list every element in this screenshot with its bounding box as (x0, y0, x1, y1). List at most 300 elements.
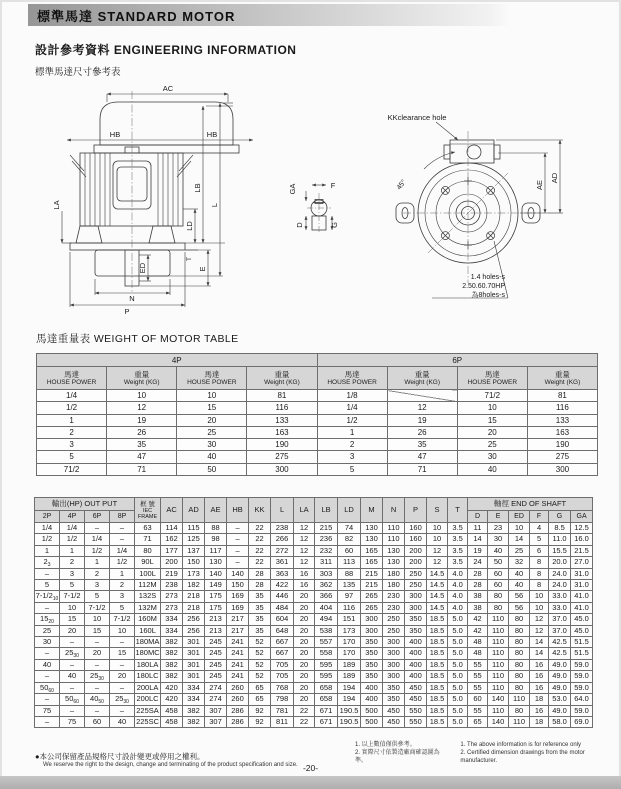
table-cell: 71/2 (37, 463, 107, 475)
table-cell: – (110, 534, 135, 545)
table-cell: – (35, 648, 60, 659)
table-cell: 5.0 (448, 716, 468, 727)
table-cell: $7-1/2_{10}$ (35, 591, 59, 603)
table-cell: 14.5 (427, 591, 448, 602)
table-cell: 149 (205, 580, 227, 591)
col-header-zh: 馬達 (204, 369, 220, 379)
table-cell: 1/4 (110, 545, 135, 556)
table-cell: 241 (227, 637, 249, 648)
table-row (35, 614, 593, 625)
table-cell: 45.0 (571, 614, 593, 625)
table-cell: $40_{50}$ (85, 694, 110, 705)
table-cell: 768 (271, 682, 294, 693)
table-cell: 458 (161, 705, 183, 716)
table-cell: 307 (205, 705, 227, 716)
table-cell: 20 (85, 648, 110, 659)
table-cell: 14 (509, 534, 530, 545)
table-cell: – (85, 682, 110, 693)
table-cell: 60 (338, 545, 361, 556)
table-cell: 59.0 (571, 682, 593, 693)
table-cell: 190 (527, 439, 597, 451)
table-cell: 97 (338, 591, 361, 602)
dim-label-ga: GA (288, 183, 297, 195)
table-cell: 80 (488, 591, 509, 602)
output-group-header: 輸出(HP) OUT PUT (35, 498, 135, 511)
col-header-zh: 重量 (274, 369, 290, 379)
table-cell: – (110, 682, 135, 693)
table-cell: – (35, 602, 60, 613)
table-cell: 422 (271, 580, 294, 591)
table-cell: 82 (338, 534, 361, 545)
table-cell: 37.0 (549, 625, 571, 636)
table-cell: 10 (509, 523, 530, 534)
col-header-en: Weight (KG) (404, 378, 440, 386)
table-cell: 550 (405, 716, 427, 727)
col-header-zh: 重量 (554, 369, 570, 379)
col-header-hb: HB (227, 498, 249, 523)
table-row (35, 602, 593, 613)
table-cell: 334 (161, 625, 183, 636)
table-cell: 300 (405, 591, 427, 602)
table-cell: 658 (315, 694, 338, 705)
table-cell: 20 (294, 637, 315, 648)
table-cell: 75 (35, 705, 60, 716)
table-cell: 90L (135, 557, 161, 568)
table-cell: 1/2 (110, 557, 135, 568)
table-cell: 230 (383, 591, 405, 602)
motor-drawing-svg (0, 83, 621, 320)
note2-en: 2. Certified dimension drawings from the motor manufacturer. (460, 750, 585, 764)
table-cell: 7-1/2 (60, 591, 85, 602)
table-cell: 182 (183, 580, 205, 591)
table-cell: 303 (315, 568, 338, 579)
table-cell: 92 (249, 705, 271, 716)
table-cell: 49.0 (549, 671, 571, 682)
table-cell: 12 (427, 557, 448, 568)
table-cell: 3.5 (448, 545, 468, 556)
col-header (527, 367, 597, 390)
table-row (37, 402, 598, 414)
table-cell: 35 (249, 625, 271, 636)
table-cell: $2_3$ (35, 557, 60, 568)
table-cell: 20 (110, 671, 135, 682)
table-row (35, 591, 593, 602)
table-cell: 60 (85, 716, 110, 727)
table-row (35, 694, 593, 705)
table-cell: 366 (315, 591, 338, 602)
table-cell: 311 (315, 557, 338, 568)
table-cell: 272 (271, 545, 294, 556)
table-row (35, 705, 593, 716)
holes-note-line3: 為8holes-s (471, 292, 505, 299)
table-cell: 450 (383, 705, 405, 716)
table-cell: 14 (530, 637, 549, 648)
table-cell: $25_{30}$ (85, 671, 110, 682)
table-cell: 40 (60, 671, 85, 682)
col-header-la: LA (294, 498, 315, 523)
table-row (35, 625, 593, 636)
col-header-m: M (361, 498, 383, 523)
table-cell: 115 (183, 523, 205, 534)
table-cell: 404 (315, 602, 338, 613)
table-cell: 362 (315, 580, 338, 591)
table-cell: 5.0 (448, 637, 468, 648)
table-cell: 14.5 (427, 568, 448, 579)
table-cell: 40 (509, 568, 530, 579)
table-cell: 400 (405, 648, 427, 659)
table-cell: 382 (161, 671, 183, 682)
table-cell: 35 (107, 439, 177, 451)
table-cell: – (85, 523, 110, 534)
table-row (35, 580, 593, 591)
table-cell: 31.0 (571, 580, 593, 591)
table-cell: 245 (205, 671, 227, 682)
table-cell: 273 (161, 591, 183, 602)
table-cell: 140 (488, 716, 509, 727)
table-cell: 64.0 (571, 694, 593, 705)
table-cell: 236 (315, 534, 338, 545)
table-cell: 40 (110, 716, 135, 727)
table-cell: 382 (183, 716, 205, 727)
table-cell: 4.0 (448, 580, 468, 591)
table-cell: 667 (271, 637, 294, 648)
dim-label-n: N (129, 294, 135, 303)
table-cell: 5.0 (448, 614, 468, 625)
table-cell: 47 (387, 451, 457, 463)
table-cell: 200 (161, 557, 183, 568)
table-cell: 140 (227, 568, 249, 579)
table-cell: 137 (183, 545, 205, 556)
table-cell: 170 (338, 648, 361, 659)
table-cell: 190.5 (338, 716, 361, 727)
table-cell: 16 (530, 682, 549, 693)
table-cell: – (85, 659, 110, 670)
table-cell: 400 (405, 671, 427, 682)
table-cell: – (110, 637, 135, 648)
table-cell: 42.5 (549, 637, 571, 648)
table-cell: 55 (468, 705, 488, 716)
table-cell: 1/2 (85, 545, 110, 556)
table-cell: 40 (509, 580, 530, 591)
table-cell: 60 (468, 694, 488, 705)
table-cell: 51.5 (571, 648, 593, 659)
shaft-group-header: 軸徑 END OF SHAFT (468, 498, 593, 511)
table-cell: 484 (271, 602, 294, 613)
holes-note-line1: 1.4 holes-s (470, 274, 505, 281)
table-cell: 12 (294, 545, 315, 556)
table-cell: 113 (338, 557, 361, 568)
table-cell: 24.0 (549, 568, 571, 579)
table-cell: 33.0 (549, 591, 571, 602)
dim-label-g: G (330, 222, 339, 228)
dim-label-la: LA (52, 200, 61, 210)
table-cell: 10 (427, 534, 448, 545)
table-cell: 49.0 (549, 705, 571, 716)
table-cell: 80 (509, 625, 530, 636)
note2-zh: 2. 實際尺寸依製造廠商確認圖為準。 (355, 750, 440, 764)
table-cell: 30 (488, 534, 509, 545)
table-cell: 8 (530, 580, 549, 591)
table-cell: 671 (315, 705, 338, 716)
table-cell: 1/4 (37, 390, 107, 402)
table-cell: 16 (294, 580, 315, 591)
table-cell: 500 (361, 705, 383, 716)
table-cell: 10 (530, 591, 549, 602)
table-cell: 48 (468, 637, 488, 648)
table-row (35, 682, 593, 693)
table-cell: 98 (205, 534, 227, 545)
dimensions-table (34, 497, 593, 728)
table-cell: 301 (183, 671, 205, 682)
table-cell: 27.0 (571, 557, 593, 568)
table-cell: 15 (110, 648, 135, 659)
table-cell: 140 (205, 568, 227, 579)
col-header-zh: 馬達 (344, 369, 360, 379)
table-cell: 173 (183, 568, 205, 579)
weight-table-title: 馬達重量表 WEIGHT OF MOTOR TABLE (36, 333, 239, 345)
table-cell: 1/4 (317, 402, 387, 414)
table-cell: 1/4 (60, 523, 85, 534)
table-cell: 658 (315, 682, 338, 693)
table-cell: 26 (387, 426, 457, 438)
table-cell: – (227, 557, 249, 568)
col-header-2p: 2P (35, 511, 60, 523)
table-cell: 130 (383, 557, 405, 568)
table-cell: 52 (249, 637, 271, 648)
table-cell: 165 (361, 545, 383, 556)
table-cell: 256 (183, 614, 205, 625)
table-cell: 250 (405, 568, 427, 579)
table-cell: 18.5 (427, 614, 448, 625)
dim-label-ac: AC (162, 84, 174, 93)
table-cell: 16 (530, 705, 549, 716)
table-cell: 132M (135, 602, 161, 613)
table-cell: 25 (35, 625, 60, 636)
table-cell: 7-1/2 (110, 614, 135, 625)
table-cell: 450 (405, 694, 427, 705)
dim-label-lb: LB (193, 183, 202, 193)
reserve-rights-zh: ●本公司保留產品規格尺寸設計變更或停用之權利。 (35, 752, 205, 761)
table-cell: 55 (468, 659, 488, 670)
table-cell: 47 (107, 451, 177, 463)
table-cell: 19 (387, 414, 457, 426)
table-cell: 5.0 (448, 705, 468, 716)
table-cell: 10 (177, 390, 247, 402)
table-cell: 110 (509, 716, 530, 727)
table-cell: 5.0 (448, 659, 468, 670)
table-cell: 35 (249, 602, 271, 613)
table-cell: 20 (294, 591, 315, 602)
page-number: -20- (302, 763, 319, 773)
table-cell: 80 (509, 648, 530, 659)
table-cell: 71 (387, 463, 457, 475)
table-cell: 162 (161, 534, 183, 545)
table-cell: 80 (509, 705, 530, 716)
reference-notes (355, 741, 621, 765)
table-cell: 180 (383, 568, 405, 579)
table-cell: 116 (527, 402, 597, 414)
table-cell: 15.5 (549, 545, 571, 556)
table-cell: 160L (135, 625, 161, 636)
table-cell: 80 (488, 602, 509, 613)
col-header-en: Weight (KG) (544, 378, 581, 386)
table-cell: 180MA (135, 637, 160, 647)
table-cell: 10 (530, 602, 549, 613)
table-cell: 32 (509, 557, 530, 568)
table-cell: 71 (107, 463, 177, 475)
table-cell: 273 (161, 602, 183, 613)
table-cell: 16.0 (571, 534, 593, 545)
dim-label-p: P (124, 307, 130, 316)
table-cell: 175 (205, 602, 227, 613)
group-header-4p: 4P (37, 354, 318, 367)
table-cell: 307 (205, 716, 227, 727)
table-cell: 80 (509, 682, 530, 693)
table-cell: 18.5 (427, 705, 448, 716)
col-header (457, 367, 527, 390)
table-cell: 2 (317, 439, 387, 451)
col-header-ga: GA (571, 511, 593, 523)
table-cell: 24 (468, 557, 488, 568)
table-cell: 23 (488, 523, 509, 534)
table-cell: 14.5 (427, 580, 448, 591)
table-row (37, 439, 598, 451)
table-cell: 5 (37, 451, 107, 463)
table-cell: 28 (468, 568, 488, 579)
table-cell: 48 (468, 648, 488, 659)
table-cell: 5.0 (448, 625, 468, 636)
dim-label-e: E (198, 266, 207, 272)
table-cell: 40 (35, 659, 60, 670)
table-cell: 20 (294, 694, 315, 705)
table-cell: 274 (205, 682, 227, 693)
table-cell: 41.0 (571, 602, 593, 613)
reference-notes-zh (355, 741, 450, 765)
table-cell: 5 (530, 534, 549, 545)
table-cell: 80 (509, 637, 530, 648)
table-cell: 15 (457, 414, 527, 426)
table-cell: 14 (530, 648, 549, 659)
table-cell: 7-1/2 (85, 602, 110, 613)
table-cell: 125 (183, 534, 205, 545)
note1-en: 1. The above information is for reference only (460, 742, 582, 748)
table-cell: 550 (405, 705, 427, 716)
col-header-en: HOUSE POWER (187, 378, 237, 386)
table-cell: 12.5 (571, 523, 593, 534)
table-cell: 1 (60, 545, 85, 556)
table-cell: 59.0 (571, 659, 593, 670)
dim-label-ae: AE (535, 179, 544, 191)
table-cell: 160M (135, 614, 161, 625)
table-cell: 11.0 (549, 534, 571, 545)
table-cell: 200LC (136, 694, 159, 704)
col-header-en: Weight (KG) (123, 378, 160, 386)
table-cell: 382 (161, 648, 183, 659)
table-cell: 1/2 (60, 534, 85, 545)
bottom-scan-band (0, 776, 621, 789)
table-cell: 275 (247, 451, 317, 463)
table-cell: 117 (205, 545, 227, 556)
col-header-ae: AE (205, 498, 227, 523)
table-cell: 25 (509, 545, 530, 556)
table-cell: 22 (294, 705, 315, 716)
table-cell: 25 (177, 426, 247, 438)
table-cell: 5 (60, 580, 85, 591)
table-cell: 20 (457, 426, 527, 438)
table-cell: 15 (60, 614, 85, 625)
table-cell: 110 (383, 523, 405, 534)
table-cell: 218 (183, 591, 205, 602)
table-cell: 18.5 (427, 648, 448, 659)
table-cell: 4 (530, 523, 549, 534)
section-title: 設計參考資料 ENGINEERING INFORMATION (35, 43, 297, 57)
table-cell: 12 (294, 534, 315, 545)
table-cell: 595 (315, 671, 338, 682)
table-cell: 190.5 (338, 705, 361, 716)
table-cell: 130 (383, 545, 405, 556)
table-cell: 100L (135, 568, 161, 579)
table-cell: 169 (227, 591, 249, 602)
table-cell: 300 (405, 602, 427, 613)
table-cell: 28 (468, 580, 488, 591)
table-cell: 1/2 (37, 402, 107, 414)
table-cell: 3 (110, 591, 135, 602)
table-cell: 74 (338, 523, 361, 534)
table-cell: 65 (249, 694, 271, 705)
table-cell: 81 (527, 390, 597, 402)
kk-clearance-label: KKclearance hole (387, 113, 447, 122)
table-cell: 20 (294, 659, 315, 670)
table-cell: 256 (183, 625, 205, 636)
col-header-l: L (271, 498, 294, 523)
dim-label-hb-right: HB (206, 130, 218, 139)
table-cell: 604 (271, 614, 294, 625)
table-cell: 59.0 (571, 705, 593, 716)
table-cell: 35 (249, 591, 271, 602)
table-cell: 116 (247, 402, 317, 414)
iec-frame-en: IEC FRAME (137, 507, 158, 520)
table-cell: 130 (361, 523, 383, 534)
table-cell: 286 (227, 716, 249, 727)
table-cell: 21.5 (571, 545, 593, 556)
table-cell: 1 (317, 426, 387, 438)
table-cell: 71/2 (457, 390, 527, 402)
dim-label-l: L (210, 202, 219, 208)
table-cell: 5.0 (448, 682, 468, 693)
table-cell: 11 (468, 523, 488, 534)
table-cell: 494 (315, 614, 338, 625)
table-cell: 500 (361, 716, 383, 727)
table-cell: 42 (468, 614, 488, 625)
table-cell: 225SC (136, 716, 159, 726)
dim-table-body (35, 523, 593, 728)
table-cell: 110 (488, 614, 509, 625)
table-cell: 10 (427, 523, 448, 534)
table-row (35, 659, 593, 670)
table-cell: 12 (294, 557, 315, 568)
table-cell: 71 (135, 534, 161, 545)
table-cell: 350 (361, 637, 383, 648)
table-cell: 20 (294, 614, 315, 625)
table-cell: 275 (527, 451, 597, 463)
table-cell: 40 (488, 545, 509, 556)
table-cell: 595 (315, 659, 338, 670)
table-cell: 5.0 (448, 671, 468, 682)
diagram-caption: 標準馬達尺寸參考表 (35, 67, 121, 78)
col-header-ed: ED (509, 511, 530, 523)
table-cell: 18.5 (427, 671, 448, 682)
table-row (37, 426, 598, 438)
